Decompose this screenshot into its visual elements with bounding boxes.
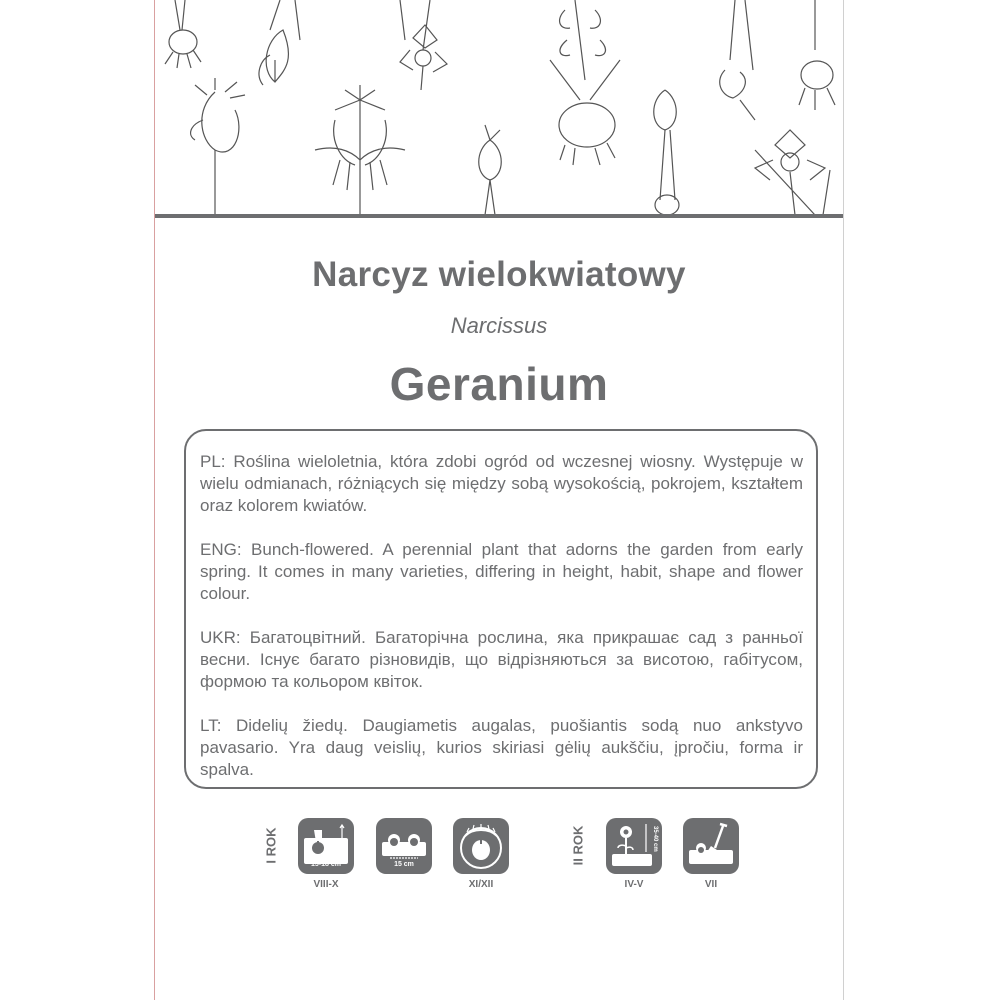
cultivar-name: Geranium [389, 358, 609, 410]
description-ukr: UKR: Багатоцвітний. Багаторічна рослина, яка прикрашає сад з ранньої весни. Існує багато різновидів, що відрізняються за висотою, габітусом, формою та кольором квіток. [200, 628, 803, 691]
description-pl: PL: Roślina wieloletnia, która zdobi ogród od wczesnej wiosny. Występuje w wielu odmianach, różniących się między sobą wysokością, pokrojem, kształtem oraz kolorem kwiatów. [200, 452, 803, 515]
year-2-label: II ROK [570, 825, 586, 866]
flowering-height-value: 35-40 cm [652, 826, 658, 852]
description-eng: ENG: Bunch-flowered. A perennial plant that adorns the garden from early spring. It comes in many varieties, differing in height, habit, shape and flower colour. [200, 540, 803, 603]
planting-depth-caption: VIII-X [313, 879, 339, 890]
planting-depth-icon [298, 818, 354, 874]
page-title: Narcyz wielokwiatowy [312, 255, 686, 294]
year-1-label: I ROK [263, 827, 279, 864]
digging-caption: VII [704, 879, 718, 890]
planting-spacing-value: 15 cm [394, 861, 414, 868]
description-box [184, 429, 818, 789]
botanical-illustration [155, 0, 843, 215]
planting-depth-value: 15-18 cm [311, 861, 341, 868]
seed-packet-card [154, 0, 844, 1000]
winter-cover-caption: XI/XII [468, 879, 494, 890]
winter-cover-icon [453, 818, 509, 874]
planting-spacing-icon [376, 818, 432, 874]
flowering-period-caption: IV-V [624, 879, 644, 890]
header-divider [155, 214, 843, 218]
description-lt: LT: Didelių žiedų. Daugiametis augalas, puošiantis sodą nuo ankstyvo pavasario. Yra daug veislių, kurios skiriasi gėlių aukščiu, įpročiu, forma ir spalva. [200, 716, 803, 779]
flowering-height-icon [606, 818, 662, 874]
digging-bulbs-icon [683, 818, 739, 874]
latin-name: Narcissus [450, 313, 548, 338]
